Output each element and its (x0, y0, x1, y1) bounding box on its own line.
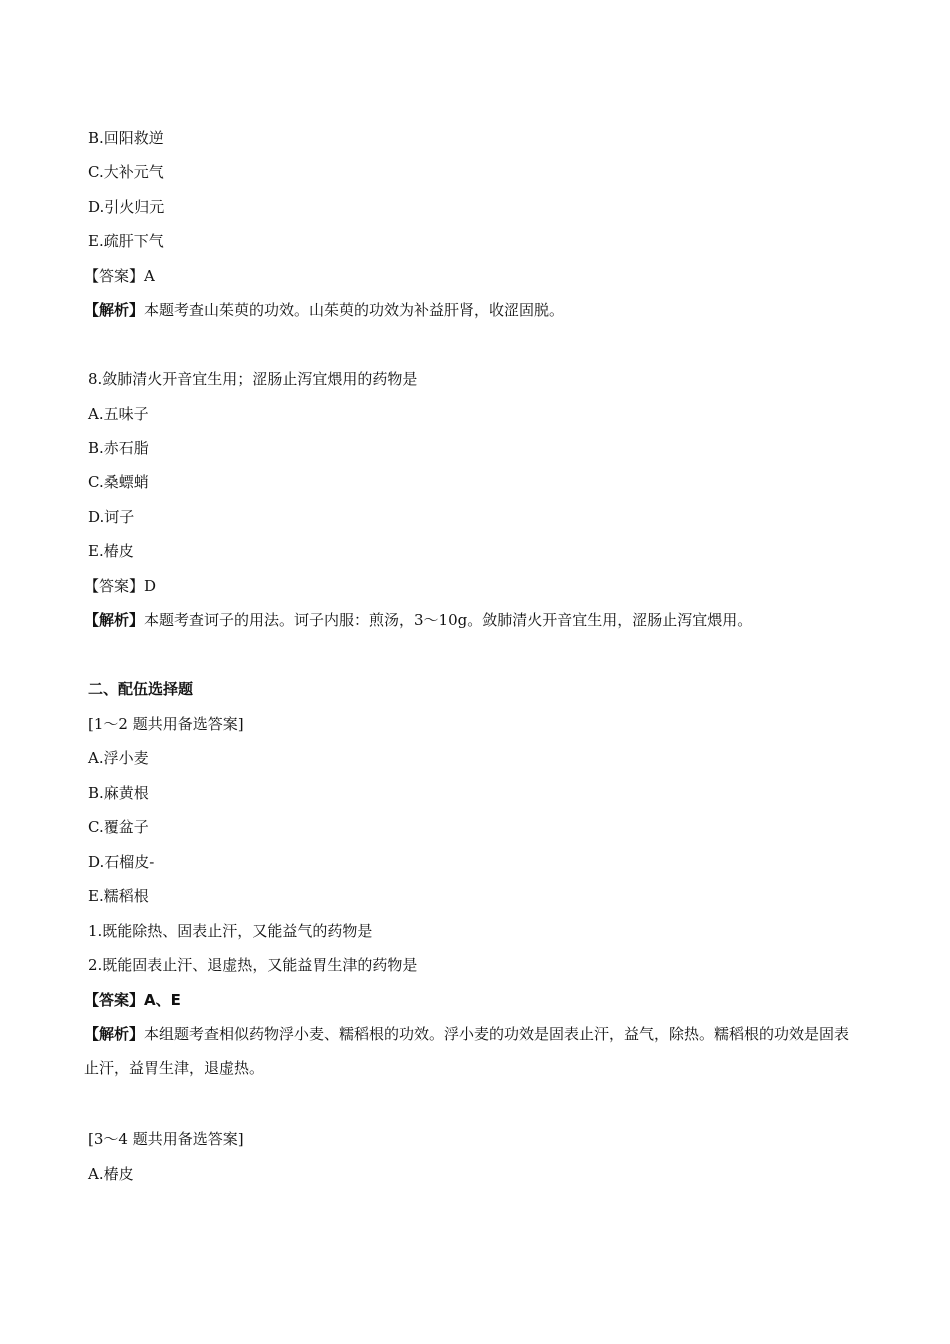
answer-value: A (144, 267, 155, 285)
q8-stem: 8.敛肺清火开音宜生用；涩肠止泻宜煨用的药物是 (88, 370, 418, 388)
group1-analysis (84, 1017, 864, 1085)
q7-option-e: E.疏肝下气 (88, 232, 164, 250)
q8-option-b: B.赤石脂 (88, 439, 149, 457)
group1-header: [1～2 题共用备选答案] (88, 715, 244, 733)
group1-option-d: D.石榴皮- (88, 853, 155, 871)
q7-option-c: C.大补元气 (88, 163, 164, 181)
analysis-label: 【解析】 (84, 301, 145, 319)
group1-option-a: A.浮小麦 (88, 749, 149, 767)
q8-option-d: D.诃子 (88, 508, 135, 526)
analysis-label: 【解析】 (84, 1025, 145, 1043)
group1-option-b: B.麻黄根 (88, 784, 149, 802)
group2-header: [3～4 题共用备选答案] (88, 1130, 244, 1148)
group1-question-1: 1.既能除热、固表止汗，又能益气的药物是 (88, 922, 373, 940)
answer-label: 【答案】 (84, 267, 145, 285)
group1-option-e: E.糯稻根 (88, 887, 149, 905)
group1-option-c: C.覆盆子 (88, 818, 149, 836)
q7-option-d: D.引火归元 (88, 198, 165, 216)
q7-option-b: B.回阳救逆 (88, 129, 164, 147)
answer-value: D (144, 577, 157, 595)
q8-answer (84, 576, 156, 596)
group2-option-a: A.椿皮 (88, 1165, 134, 1183)
q8-analysis (84, 610, 752, 630)
q8-option-e: E.椿皮 (88, 542, 134, 560)
answer-label: 【答案】 (84, 577, 145, 595)
analysis-text: 本题考查诃子的用法。诃子内服：煎汤，3～10g。敛肺清火开音宜生用，涩肠止泻宜煨用。 (144, 611, 753, 629)
analysis-text: 本题考查山茱萸的功效。山茱萸的功效为补益肝肾，收涩固脱。 (144, 301, 565, 319)
answer-label: 【答案】 (84, 991, 145, 1009)
q7-answer (84, 266, 155, 286)
analysis-text: 本组题考查相似药物浮小麦、糯稻根的功效。浮小麦的功效是固表止汗，益气，除热。糯稻根的功效是固表止汗，益胃生津，退虚热。 (84, 1025, 850, 1077)
q8-option-c: C.桑螵蛸 (88, 473, 149, 491)
q8-option-a: A.五味子 (88, 405, 149, 423)
q7-analysis (84, 300, 564, 320)
group1-question-2: 2.既能固表止汗、退虚热，又能益胃生津的药物是 (88, 956, 418, 974)
section-heading: 二、配伍选择题 (88, 680, 194, 698)
answer-value: A、E (144, 991, 181, 1009)
group1-answer (84, 990, 181, 1010)
analysis-label: 【解析】 (84, 611, 145, 629)
